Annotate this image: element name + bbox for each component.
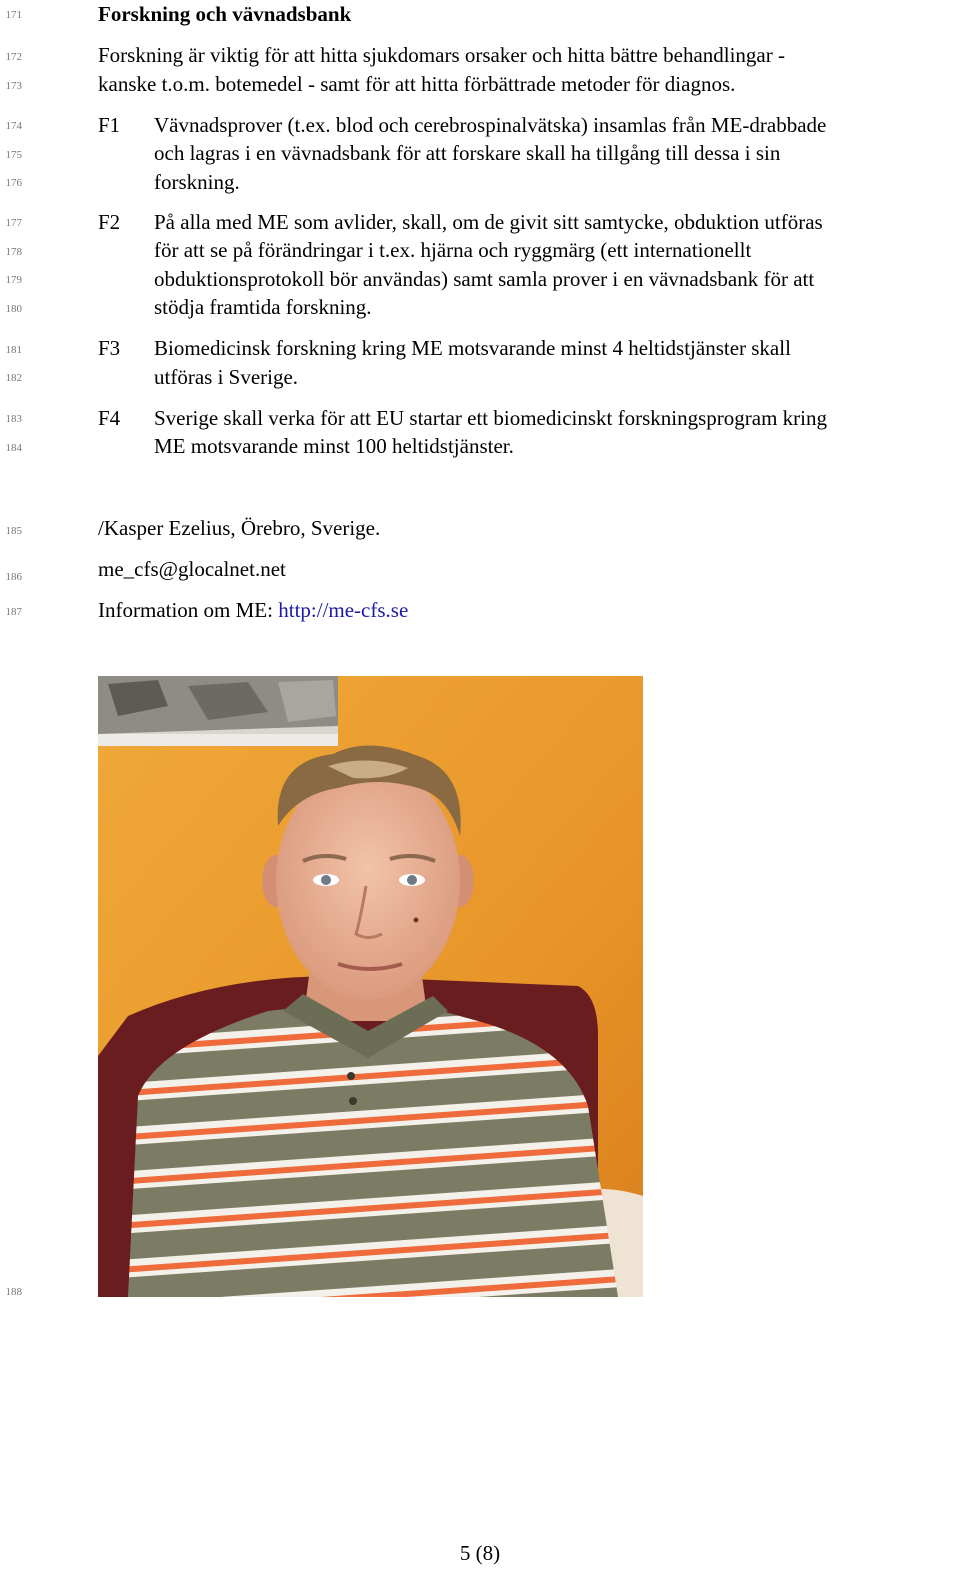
item-f3-line: Biomedicinsk forskning kring ME motsvarande minst 4 heltidstjänster skall	[154, 336, 791, 360]
item-f2-line: På alla med ME som avlider, skall, om de givit sitt samtycke, obduktion utföras	[154, 210, 823, 234]
item-f2-line: för att se på förändringar i t.ex. hjärna och ryggmärg (ett internationellt	[154, 238, 752, 262]
line-number: 188	[5, 1286, 22, 1298]
item-f1-line: och lagras i en vävnadsbank för att forskare skall ha tillgång till dessa i sin	[154, 141, 781, 165]
page-number: 5 (8)	[459, 1541, 501, 1565]
line-number: 173	[5, 80, 22, 92]
item-f1-line: Vävnadsprover (t.ex. blod och cerebrospinalvätska) insamlas från ME-drabbade	[154, 113, 827, 137]
item-f2-line: obduktionsprotokoll bör användas) samt samla prover i en vävnadsbank för att	[154, 267, 815, 291]
line-number: 178	[5, 246, 22, 258]
intro-line: kanske t.o.m. botemedel - samt för att hitta förbättrade metoder för diagnos.	[98, 72, 736, 96]
line-number: 184	[5, 442, 22, 454]
line-number: 182	[5, 372, 22, 384]
line-number: 171	[5, 9, 22, 21]
line-number: 187	[5, 606, 22, 618]
item-f4-line: Sverige skall verka för att EU startar ett biomedicinskt forskningsprogram kring	[154, 406, 827, 430]
line-number: 185	[5, 525, 22, 537]
portrait-illustration	[98, 676, 643, 1297]
item-label-f3: F3	[98, 336, 121, 360]
line-number: 181	[5, 344, 22, 356]
line-number: 180	[5, 303, 22, 315]
signature-author: /Kasper Ezelius, Örebro, Sverige.	[98, 516, 381, 540]
item-label-f2: F2	[98, 210, 121, 234]
line-number: 174	[5, 120, 22, 132]
item-f2-line: stödja framtida forskning.	[154, 295, 372, 319]
line-number: 176	[5, 177, 22, 189]
item-label-f4: F4	[98, 406, 121, 430]
intro-line: Forskning är viktig för att hitta sjukdomars orsaker och hitta bättre behandlingar -	[98, 43, 785, 67]
line-number: 175	[5, 149, 22, 161]
line-number: 186	[5, 571, 22, 583]
line-number: 172	[5, 51, 22, 63]
item-f4-line: ME motsvarande minst 100 heltidstjänster.	[154, 434, 514, 458]
signature-info	[98, 598, 408, 622]
signature-email[interactable]: me_cfs@glocalnet.net	[98, 557, 286, 581]
line-number: 179	[5, 274, 22, 286]
me-cfs-link[interactable]: http://me-cfs.se	[278, 598, 409, 622]
item-f1-line: forskning.	[154, 170, 240, 194]
line-number: 183	[5, 413, 22, 425]
line-number: 177	[5, 217, 22, 229]
section-heading: Forskning och vävnadsbank	[98, 2, 352, 26]
item-f3-line: utföras i Sverige.	[154, 365, 299, 389]
info-label: Information om ME:	[98, 598, 279, 622]
author-photo	[98, 676, 643, 1297]
item-label-f1: F1	[98, 113, 121, 137]
